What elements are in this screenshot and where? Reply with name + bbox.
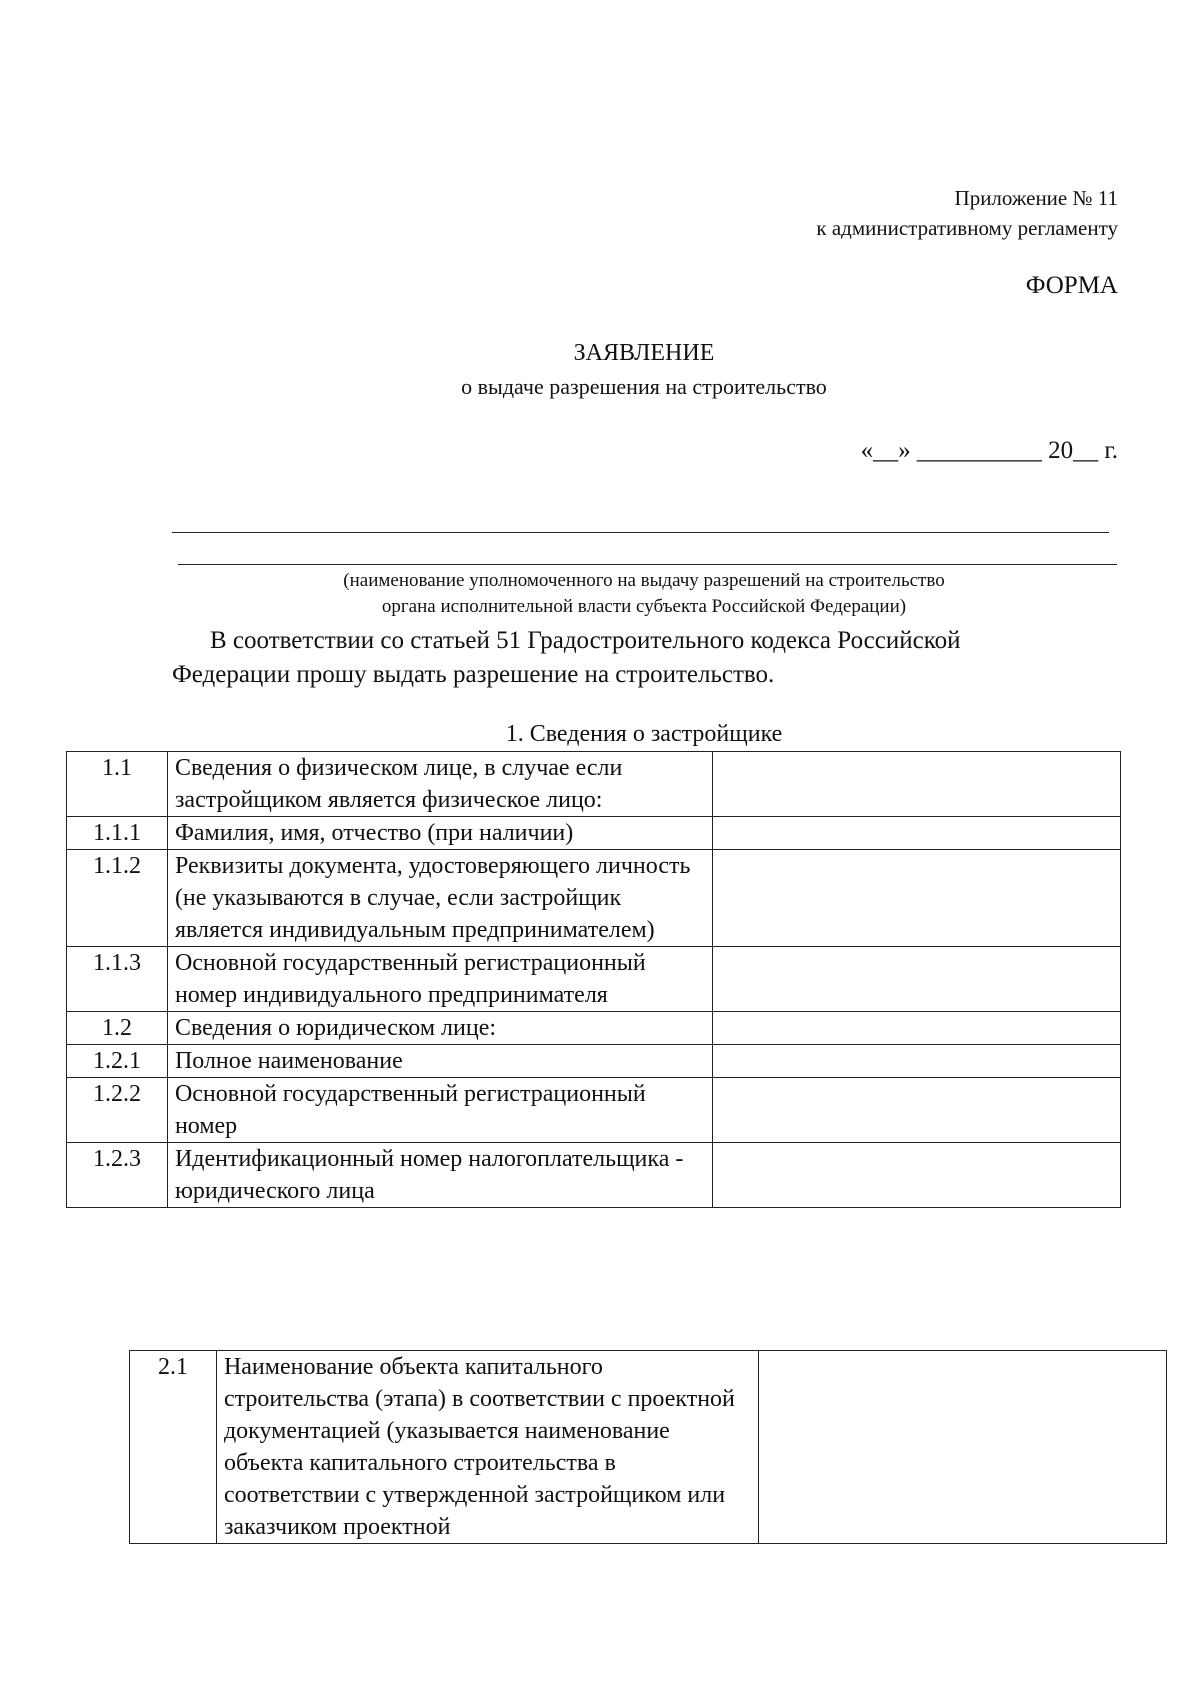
authority-caption (0, 568, 1200, 620)
row-value-cell[interactable] (712, 850, 1120, 947)
appendix-number: Приложение № 11 (954, 186, 1118, 210)
row-label: Сведения о юридическом лице: (167, 1012, 712, 1045)
table-row (67, 1078, 1121, 1143)
row-label: Основной государственный регистрационный номер индивидуального предпринимателя (167, 947, 712, 1012)
row-number: 1.1.2 (67, 850, 168, 947)
table-row (67, 817, 1121, 850)
table-row (67, 1143, 1121, 1208)
section1-title: 1. Сведения о застройщике (505, 721, 783, 747)
intro-line2: Федерации прошу выдать разрешение на строительство. (172, 661, 775, 688)
intro-paragraph (172, 624, 1132, 692)
table-row (67, 1012, 1121, 1045)
document-subtitle: о выдаче разрешения на строительство (461, 374, 827, 399)
row-number: 1.1.1 (67, 817, 168, 850)
row-value-cell[interactable] (712, 1045, 1120, 1078)
row-label: Полное наименование (167, 1045, 712, 1078)
row-number: 1.2.3 (67, 1143, 168, 1208)
row-value-cell[interactable] (712, 1078, 1120, 1143)
appendix-reference (816, 183, 1118, 243)
row-number: 1.2 (67, 1012, 168, 1045)
intro-line1: В соответствии со статьей 51 Градостроительного кодекса Российской (210, 627, 961, 654)
object-info-table (129, 1350, 1167, 1544)
document-title: ЗАЯВЛЕНИЕ (573, 340, 715, 366)
authority-caption-line1: (наименование уполномоченного на выдачу разрешений на строительство (343, 570, 945, 591)
row-label: Основной государственный регистрационный номер (167, 1078, 712, 1143)
row-number: 1.2.2 (67, 1078, 168, 1143)
row-number: 2.1 (130, 1351, 217, 1544)
table-row (67, 947, 1121, 1012)
authority-underline-1 (172, 532, 1109, 533)
table-row (67, 1045, 1121, 1078)
row-number: 1.1.3 (67, 947, 168, 1012)
row-label: Идентификационный номер налогоплательщика - юридического лица (167, 1143, 712, 1208)
table-row (67, 752, 1121, 817)
table-row (130, 1351, 1167, 1544)
row-label: Наименование объекта капитального строительства (этапа) в соответствии с проектной документацией (указывается наименование объекта капитального строительства в соответствии с утвержденной застройщиком или заказчиком проектной (216, 1351, 759, 1544)
appendix-regulation: к административному регламенту (816, 216, 1118, 240)
row-value-cell[interactable] (712, 752, 1120, 817)
row-label: Фамилия, имя, отчество (при наличии) (167, 817, 712, 850)
row-value-cell[interactable] (712, 1143, 1120, 1208)
form-label: ФОРМА (1025, 272, 1118, 299)
row-value-cell[interactable] (712, 947, 1120, 1012)
row-label: Сведения о физическом лице, в случае если застройщиком является физическое лицо: (167, 752, 712, 817)
row-value-cell[interactable] (712, 1012, 1120, 1045)
row-value-cell[interactable] (759, 1351, 1167, 1544)
row-number: 1.2.1 (67, 1045, 168, 1078)
date-line: «__» __________ 20__ г. (860, 437, 1118, 464)
authority-underline-2 (178, 564, 1117, 565)
table-row (67, 850, 1121, 947)
row-value-cell[interactable] (712, 817, 1120, 850)
developer-info-table (66, 751, 1121, 1208)
authority-caption-line2: органа исполнительной власти субъекта Российской Федерации) (381, 596, 907, 617)
row-number: 1.1 (67, 752, 168, 817)
row-label: Реквизиты документа, удостоверяющего личность (не указываются в случае, если застройщик является индивидуальным предпринимателем) (167, 850, 712, 947)
